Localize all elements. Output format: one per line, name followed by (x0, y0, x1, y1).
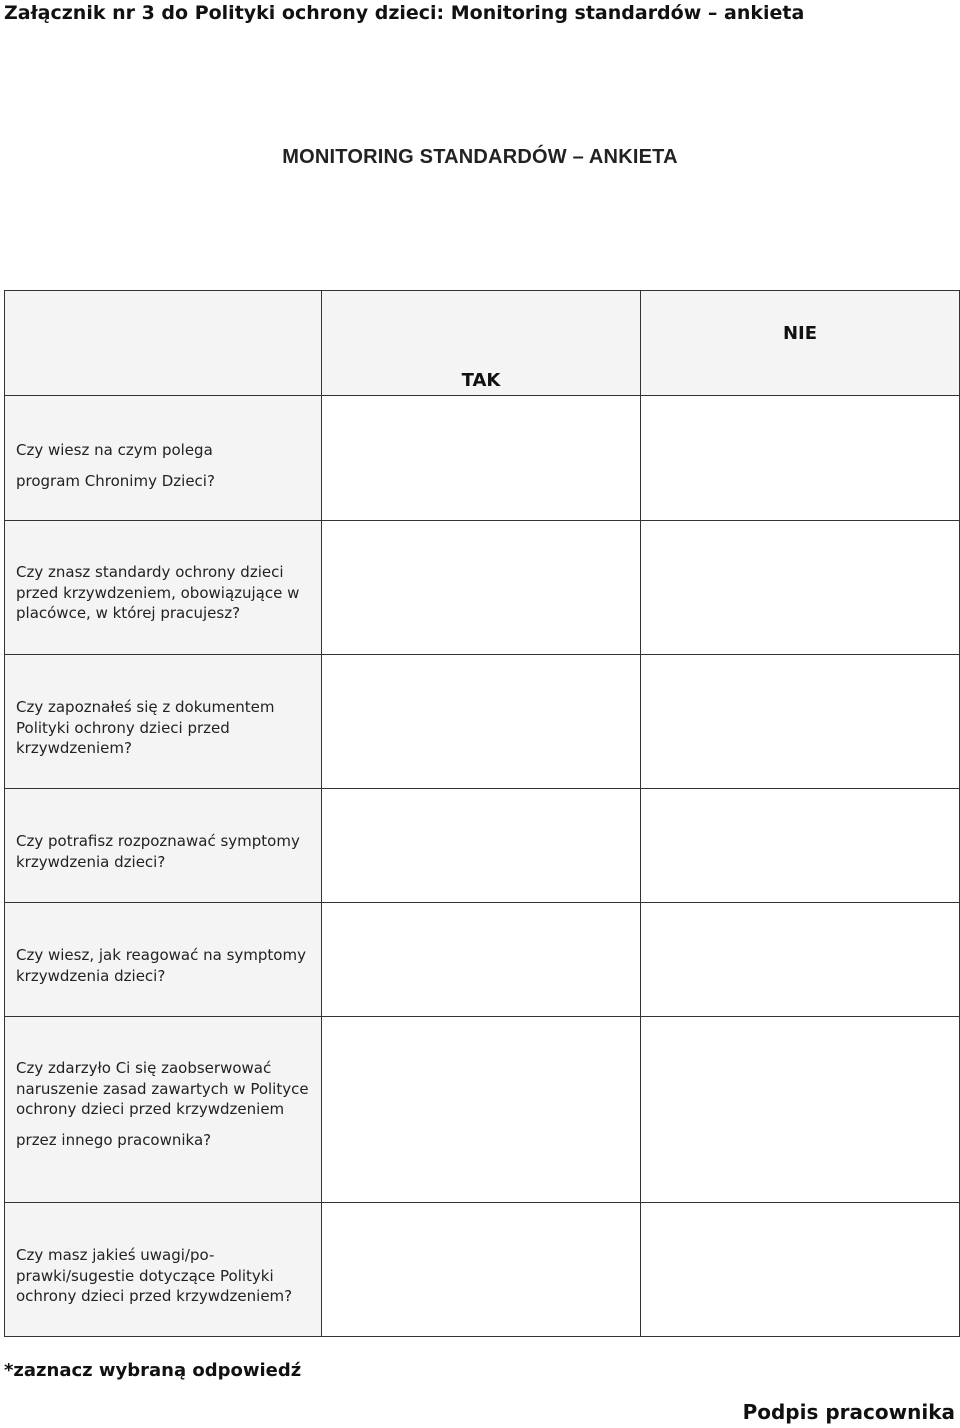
question-text: program Chronimy Dzieci? (16, 471, 215, 490)
question-text: przez innego pracownika? (16, 1130, 212, 1149)
answer-tak-cell[interactable] (322, 903, 641, 1017)
question-text: Czy masz jakieś uwagi/po-prawki/sugestie dotyczące Polityki ochrony dzieci przed krzywdzeniem? (16, 1246, 293, 1305)
table-row (5, 789, 960, 903)
question-cell (5, 521, 322, 655)
question-text: Czy znasz standardy ochrony dzieci przed krzywdzeniem, obowiązujące w placówce, w której pracujesz? (16, 563, 300, 622)
question-cell (5, 396, 322, 521)
header-nie: NIE (641, 291, 960, 396)
answer-nie-cell[interactable] (641, 655, 960, 789)
answer-tak-cell[interactable] (322, 1203, 641, 1337)
table-row (5, 396, 960, 521)
question-text: Czy wiesz, jak reagować na symptomy krzywdzenia dzieci? (16, 946, 306, 985)
table-header-row (5, 291, 960, 396)
question-cell (5, 903, 322, 1017)
question-cell (5, 655, 322, 789)
question-cell (5, 789, 322, 903)
question-text: Czy potrafisz rozpoznawać symptomy krzywdzenia dzieci? (16, 832, 300, 871)
header-tak: TAK (322, 291, 641, 396)
answer-nie-cell[interactable] (641, 1017, 960, 1203)
question-text: Czy wiesz na czym polega (16, 441, 213, 459)
answer-tak-cell[interactable] (322, 1017, 641, 1203)
question-cell (5, 1017, 322, 1203)
answer-nie-cell[interactable] (641, 1203, 960, 1337)
question-text: Czy zapoznałeś się z dokumentem Polityki ochrony dzieci przed krzywdzeniem? (16, 698, 275, 757)
answer-nie-cell[interactable] (641, 521, 960, 655)
answer-nie-cell[interactable] (641, 789, 960, 903)
answer-tak-cell[interactable] (322, 789, 641, 903)
answer-tak-cell[interactable] (322, 521, 641, 655)
signature-label: Podpis pracownika (742, 1400, 955, 1424)
survey-title: MONITORING STANDARDÓW – ANKIETA (282, 146, 678, 168)
answer-tak-cell[interactable] (322, 396, 641, 521)
header-question-cell (5, 291, 322, 396)
answer-nie-cell[interactable] (641, 396, 960, 521)
question-text: Czy zdarzyło Ci się zaobserwować naruszenie zasad zawartych w Polityce ochrony dzieci przed krzywdzeniem (16, 1059, 309, 1118)
answer-note: *zaznacz wybraną odpowiedź (4, 1360, 302, 1381)
document-heading: Załącznik nr 3 do Polityki ochrony dzieci: Monitoring standardów – ankieta (4, 2, 805, 24)
table-row (5, 1203, 960, 1337)
answer-nie-cell[interactable] (641, 903, 960, 1017)
answer-tak-cell[interactable] (322, 655, 641, 789)
table-row (5, 655, 960, 789)
question-cell (5, 1203, 322, 1337)
table-row (5, 521, 960, 655)
table-row (5, 903, 960, 1017)
survey-table (4, 290, 960, 1337)
table-row (5, 1017, 960, 1203)
